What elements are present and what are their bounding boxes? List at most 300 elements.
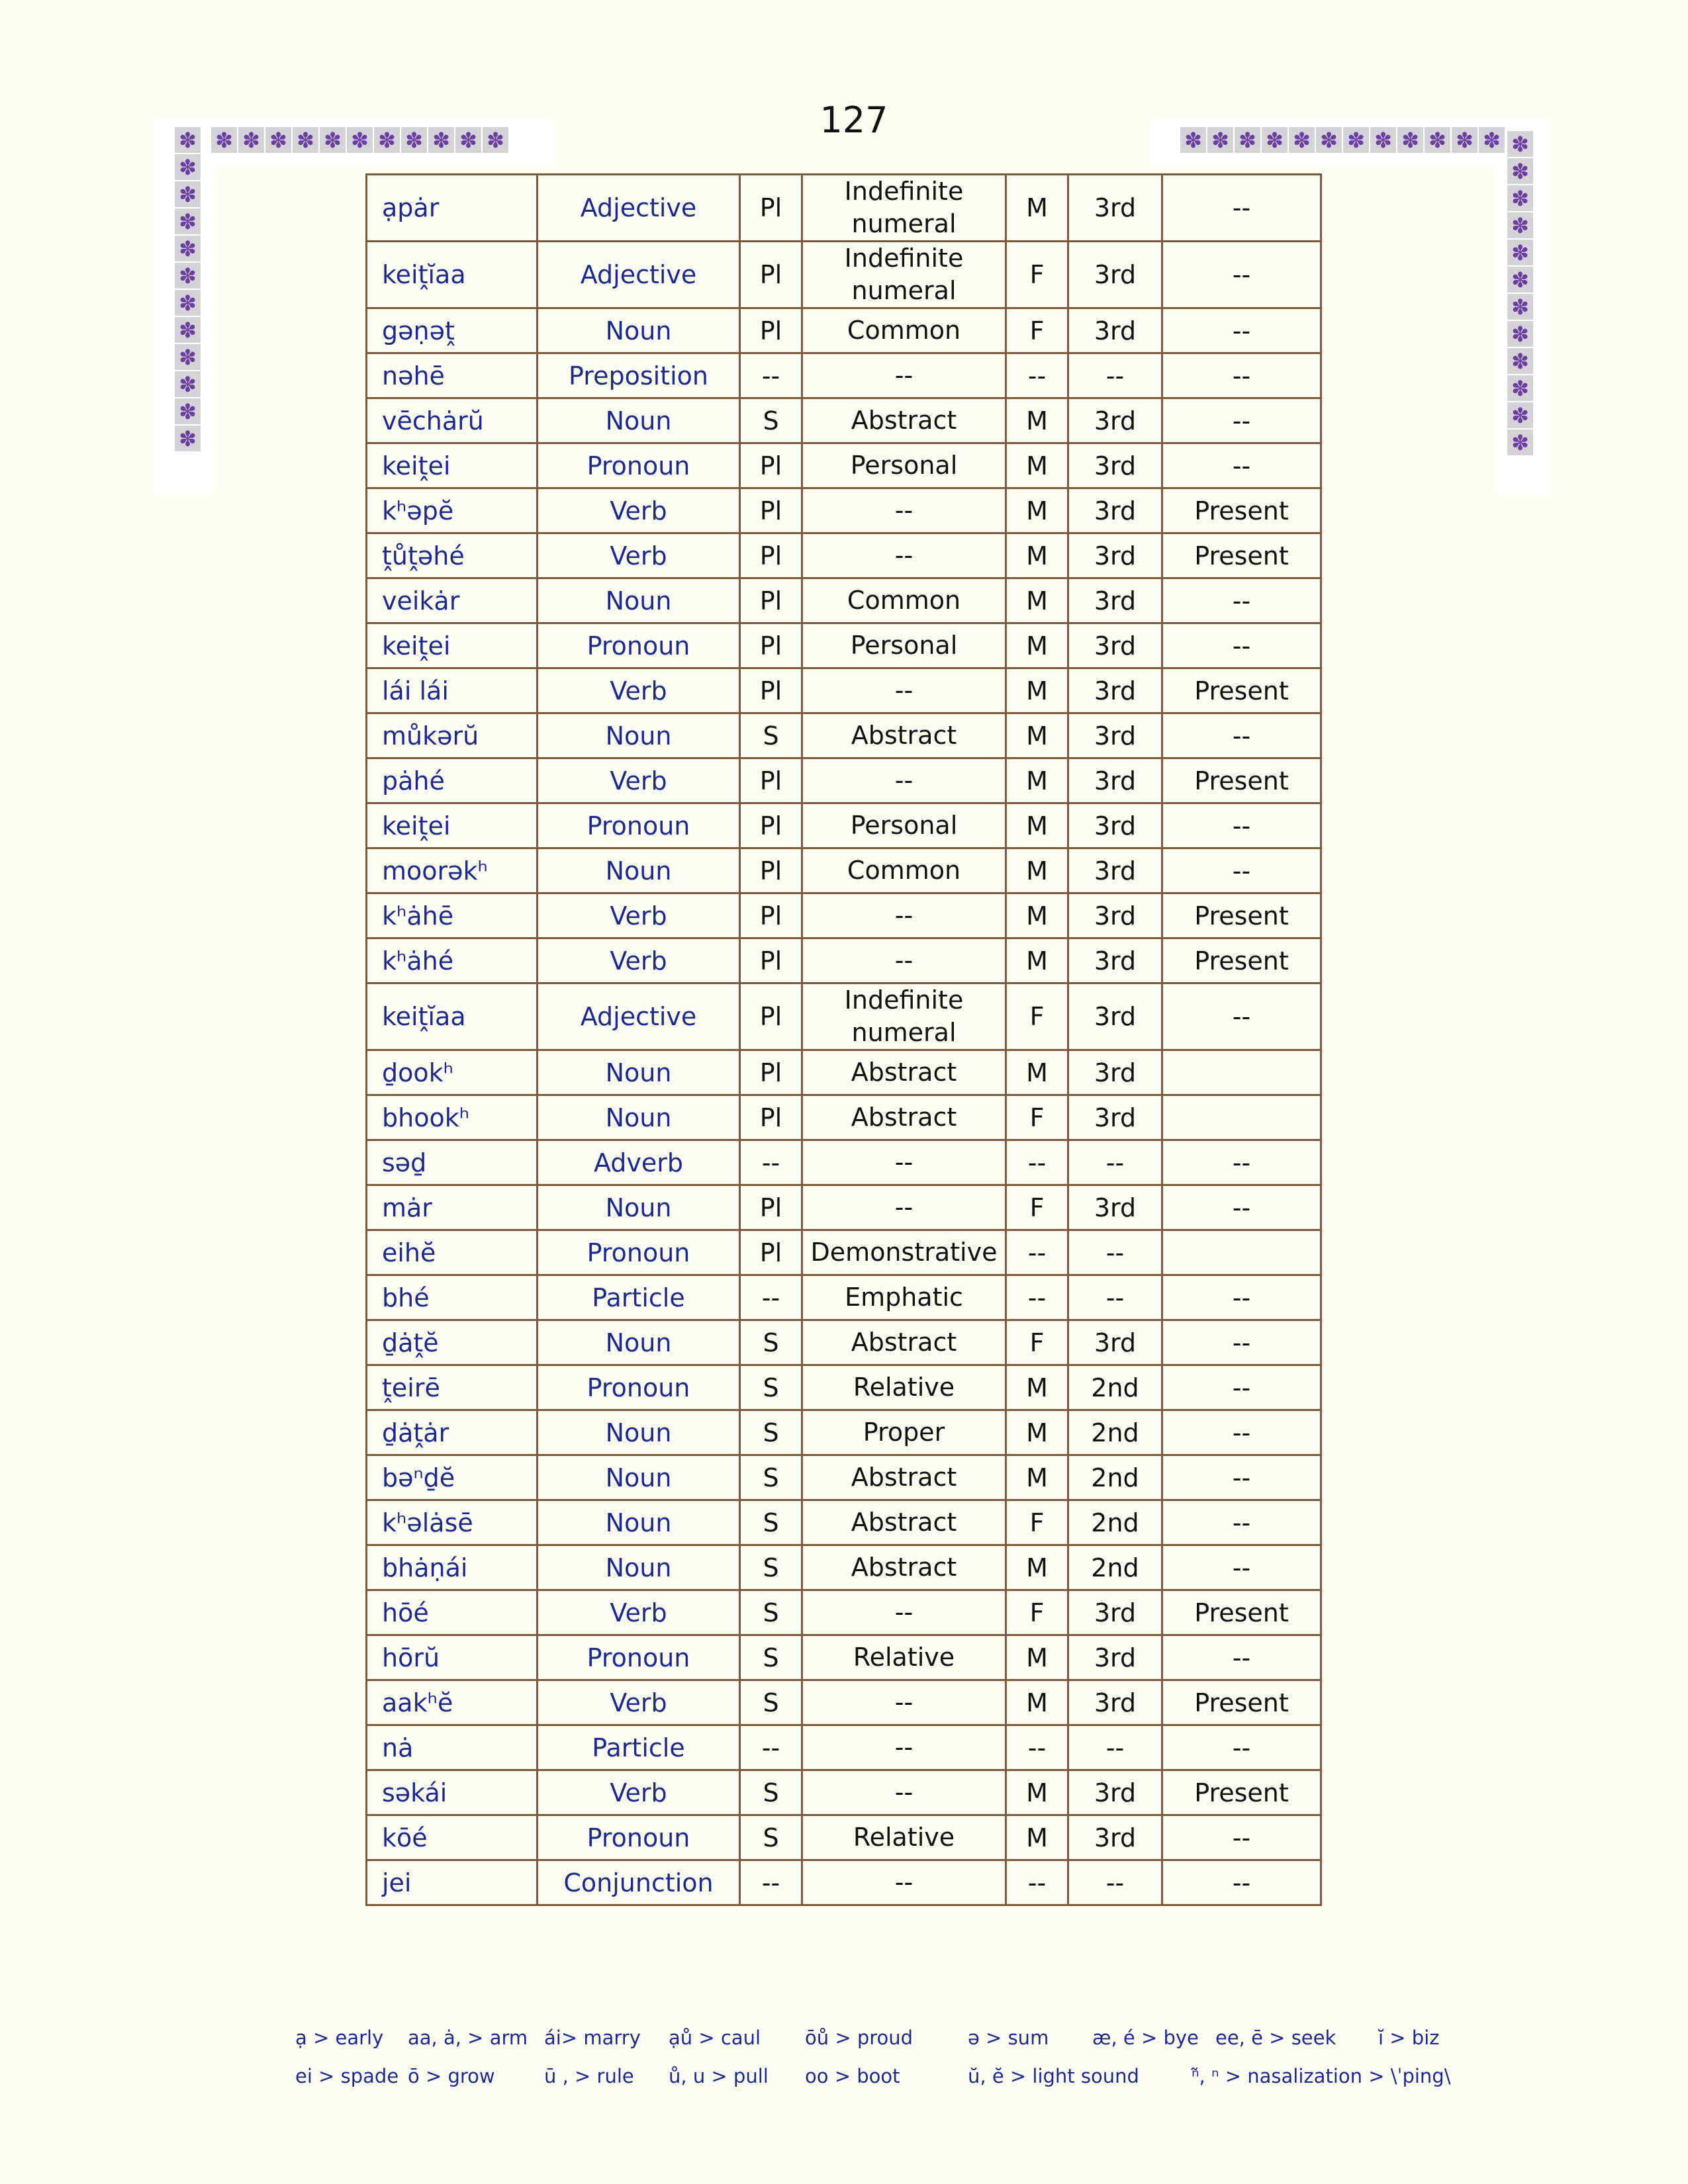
table-row	[367, 533, 1321, 578]
word-cell: aakʰĕ	[367, 1680, 538, 1725]
legend-item: aa, ȧ, > arm	[408, 2026, 528, 2049]
number-cell: S	[740, 1500, 802, 1545]
flower-ornament-icon: ✽	[1235, 127, 1260, 153]
word-cell: hōrŭ	[367, 1635, 538, 1680]
tense-cell: --	[1162, 623, 1321, 668]
table-row	[367, 668, 1321, 713]
person-cell: --	[1068, 1860, 1162, 1905]
gender-cell: --	[1006, 1140, 1068, 1185]
person-cell: 3rd	[1068, 1185, 1162, 1230]
tense-cell: --	[1162, 578, 1321, 623]
person-cell: 3rd	[1068, 398, 1162, 443]
part-of-speech-cell: Noun	[538, 308, 740, 353]
tense-cell: Present	[1162, 893, 1321, 938]
tense-cell: Present	[1162, 668, 1321, 713]
type-cell: --	[802, 1680, 1006, 1725]
person-cell: 3rd	[1068, 938, 1162, 983]
legend-item: ei > spade	[295, 2065, 399, 2087]
number-cell: --	[740, 353, 802, 398]
part-of-speech-cell: Verb	[538, 1680, 740, 1725]
table-row	[367, 1185, 1321, 1230]
number-cell: --	[740, 1725, 802, 1770]
tense-cell: Present	[1162, 758, 1321, 803]
person-cell: --	[1068, 1140, 1162, 1185]
number-cell: Pl	[740, 893, 802, 938]
legend-item: ō > grow	[408, 2065, 495, 2087]
part-of-speech-cell: Noun	[538, 1455, 740, 1500]
gender-cell: M	[1006, 1815, 1068, 1860]
legend-row	[295, 2026, 1447, 2065]
part-of-speech-cell: Pronoun	[538, 1230, 740, 1275]
person-cell: 3rd	[1068, 242, 1162, 308]
gender-cell: M	[1006, 533, 1068, 578]
part-of-speech-cell: Adverb	[538, 1140, 740, 1185]
part-of-speech-cell: Noun	[538, 713, 740, 758]
part-of-speech-cell: Noun	[538, 1545, 740, 1590]
type-cell: Abstract	[802, 1095, 1006, 1140]
tense-cell: Present	[1162, 533, 1321, 578]
table-row	[367, 1590, 1321, 1635]
word-cell: vēchȧrŭ	[367, 398, 538, 443]
flower-ornament-icon: ✽	[265, 127, 291, 153]
table-row	[367, 1545, 1321, 1590]
part-of-speech-cell: Verb	[538, 488, 740, 533]
person-cell: 2nd	[1068, 1500, 1162, 1545]
number-cell: Pl	[740, 1095, 802, 1140]
number-cell: Pl	[740, 758, 802, 803]
part-of-speech-cell: Verb	[538, 1770, 740, 1815]
table-row	[367, 578, 1321, 623]
word-cell: səḏ	[367, 1140, 538, 1185]
table-row	[367, 1230, 1321, 1275]
ornament-border-top-left	[211, 126, 509, 154]
legend-item: ⁿ̃, ⁿ > nasalization > \ˈping\	[1192, 2065, 1451, 2087]
gender-cell: F	[1006, 1590, 1068, 1635]
number-cell: Pl	[740, 175, 802, 242]
person-cell: 3rd	[1068, 803, 1162, 848]
table-row	[367, 1680, 1321, 1725]
word-cell: keiṱei	[367, 623, 538, 668]
table-row	[367, 1410, 1321, 1455]
gender-cell: --	[1006, 1275, 1068, 1320]
type-cell: --	[802, 1860, 1006, 1905]
flower-ornament-icon: ✽	[1289, 127, 1315, 153]
tense-cell: --	[1162, 1140, 1321, 1185]
word-cell: lái lái	[367, 668, 538, 713]
word-cell: ḏookʰ	[367, 1050, 538, 1095]
type-cell: --	[802, 1770, 1006, 1815]
table-row	[367, 758, 1321, 803]
table-row	[367, 242, 1321, 308]
person-cell: 2nd	[1068, 1365, 1162, 1410]
type-cell: --	[802, 353, 1006, 398]
part-of-speech-cell: Verb	[538, 533, 740, 578]
part-of-speech-cell: Verb	[538, 758, 740, 803]
type-cell: --	[802, 758, 1006, 803]
person-cell: 3rd	[1068, 1320, 1162, 1365]
tense-cell: --	[1162, 308, 1321, 353]
part-of-speech-cell: Verb	[538, 668, 740, 713]
tense-cell: Present	[1162, 1590, 1321, 1635]
table-row	[367, 713, 1321, 758]
part-of-speech-cell: Noun	[538, 578, 740, 623]
number-cell: S	[740, 1410, 802, 1455]
grammar-table	[365, 173, 1322, 1906]
word-cell: bəⁿḏĕ	[367, 1455, 538, 1500]
flower-ornament-icon: ✽	[175, 398, 201, 424]
person-cell: --	[1068, 1230, 1162, 1275]
flower-ornament-icon: ✽	[211, 127, 237, 153]
number-cell: S	[740, 1455, 802, 1500]
table-row	[367, 983, 1321, 1050]
gender-cell: M	[1006, 1545, 1068, 1590]
number-cell: Pl	[740, 533, 802, 578]
table-row	[367, 1635, 1321, 1680]
number-cell: Pl	[740, 578, 802, 623]
table-row	[367, 443, 1321, 488]
flower-ornament-icon: ✽	[175, 426, 201, 451]
flower-ornament-icon: ✽	[1370, 127, 1396, 153]
type-cell: Emphatic	[802, 1275, 1006, 1320]
type-cell: Demonstrative	[802, 1230, 1006, 1275]
gender-cell: --	[1006, 1860, 1068, 1905]
gender-cell: F	[1006, 1500, 1068, 1545]
gender-cell: M	[1006, 623, 1068, 668]
number-cell: Pl	[740, 803, 802, 848]
part-of-speech-cell: Noun	[538, 1500, 740, 1545]
flower-ornament-icon: ✽	[347, 127, 373, 153]
flower-ornament-icon: ✽	[1507, 294, 1533, 320]
tense-cell: --	[1162, 1635, 1321, 1680]
flower-ornament-icon: ✽	[175, 371, 201, 397]
flower-ornament-icon: ✽	[1479, 127, 1505, 153]
pronunciation-legend	[295, 2026, 1451, 2103]
person-cell: 3rd	[1068, 1815, 1162, 1860]
word-cell: eihĕ	[367, 1230, 538, 1275]
tense-cell	[1162, 1230, 1321, 1275]
word-cell: gəṇəṱ	[367, 308, 538, 353]
flower-ornament-icon: ✽	[293, 127, 318, 153]
flower-ornament-icon: ✽	[1507, 240, 1533, 265]
table-row	[367, 1095, 1321, 1140]
table-row	[367, 398, 1321, 443]
part-of-speech-cell: Pronoun	[538, 1635, 740, 1680]
tense-cell: --	[1162, 353, 1321, 398]
gender-cell: F	[1006, 983, 1068, 1050]
type-cell: Common	[802, 578, 1006, 623]
gender-cell: F	[1006, 1095, 1068, 1140]
flower-ornament-icon: ✽	[1507, 430, 1533, 455]
gender-cell: M	[1006, 1680, 1068, 1725]
person-cell: --	[1068, 1275, 1162, 1320]
tense-cell: --	[1162, 1320, 1321, 1365]
part-of-speech-cell: Noun	[538, 1410, 740, 1455]
word-cell: kʰȧhē	[367, 893, 538, 938]
tense-cell: Present	[1162, 938, 1321, 983]
person-cell: 3rd	[1068, 443, 1162, 488]
word-cell: kʰəpĕ	[367, 488, 538, 533]
part-of-speech-cell: Verb	[538, 938, 740, 983]
gender-cell: --	[1006, 1230, 1068, 1275]
person-cell: 3rd	[1068, 533, 1162, 578]
flower-ornament-icon: ✽	[1397, 127, 1423, 153]
person-cell: 3rd	[1068, 1635, 1162, 1680]
flower-ornament-icon: ✽	[401, 127, 427, 153]
gender-cell: F	[1006, 1320, 1068, 1365]
table-row	[367, 353, 1321, 398]
person-cell: 3rd	[1068, 983, 1162, 1050]
number-cell: Pl	[740, 242, 802, 308]
person-cell: 3rd	[1068, 175, 1162, 242]
person-cell: 2nd	[1068, 1455, 1162, 1500]
part-of-speech-cell: Pronoun	[538, 1365, 740, 1410]
type-cell: --	[802, 1590, 1006, 1635]
number-cell: Pl	[740, 443, 802, 488]
table-row	[367, 1455, 1321, 1500]
table-row	[367, 848, 1321, 893]
person-cell: 3rd	[1068, 1590, 1162, 1635]
tense-cell: --	[1162, 1455, 1321, 1500]
flower-ornament-icon: ✽	[455, 127, 481, 153]
person-cell: 2nd	[1068, 1410, 1162, 1455]
number-cell: Pl	[740, 1050, 802, 1095]
type-cell: Relative	[802, 1365, 1006, 1410]
flower-ornament-icon: ✽	[1507, 267, 1533, 293]
legend-item: oo > boot	[805, 2065, 900, 2087]
tense-cell: --	[1162, 175, 1321, 242]
word-cell: bhé	[367, 1275, 538, 1320]
legend-item: ů, u > pull	[669, 2065, 769, 2087]
flower-ornament-icon: ✽	[175, 154, 201, 180]
tense-cell: --	[1162, 848, 1321, 893]
word-cell: veikȧr	[367, 578, 538, 623]
table-row	[367, 1770, 1321, 1815]
part-of-speech-cell: Adjective	[538, 983, 740, 1050]
flower-ornament-icon: ✽	[175, 317, 201, 343]
flower-ornament-icon: ✽	[1507, 375, 1533, 401]
tense-cell: --	[1162, 1815, 1321, 1860]
type-cell: Personal	[802, 443, 1006, 488]
part-of-speech-cell: Noun	[538, 1050, 740, 1095]
tense-cell: --	[1162, 1860, 1321, 1905]
number-cell: --	[740, 1860, 802, 1905]
gender-cell: M	[1006, 1410, 1068, 1455]
tense-cell: --	[1162, 1725, 1321, 1770]
tense-cell: --	[1162, 1365, 1321, 1410]
word-cell: keiṱĭaa	[367, 242, 538, 308]
gender-cell: M	[1006, 1635, 1068, 1680]
number-cell: Pl	[740, 488, 802, 533]
gender-cell: M	[1006, 398, 1068, 443]
flower-ornament-icon: ✽	[1425, 127, 1450, 153]
number-cell: --	[740, 1275, 802, 1320]
table-row	[367, 803, 1321, 848]
type-cell: --	[802, 1725, 1006, 1770]
gender-cell: M	[1006, 1050, 1068, 1095]
number-cell: --	[740, 1140, 802, 1185]
page-number: 127	[820, 99, 888, 141]
type-cell: Relative	[802, 1815, 1006, 1860]
type-cell: Personal	[802, 803, 1006, 848]
number-cell: Pl	[740, 1185, 802, 1230]
part-of-speech-cell: Noun	[538, 398, 740, 443]
flower-ornament-icon: ✽	[1452, 127, 1477, 153]
word-cell: bhookʰ	[367, 1095, 538, 1140]
type-cell: --	[802, 893, 1006, 938]
word-cell: kʰəlȧsē	[367, 1500, 538, 1545]
type-cell: Abstract	[802, 1320, 1006, 1365]
number-cell: S	[740, 713, 802, 758]
gender-cell: F	[1006, 308, 1068, 353]
tense-cell: --	[1162, 242, 1321, 308]
legend-item: ạů > caul	[669, 2026, 761, 2049]
type-cell: --	[802, 668, 1006, 713]
flower-ornament-icon: ✽	[1262, 127, 1288, 153]
flower-ornament-icon: ✽	[175, 236, 201, 261]
number-cell: S	[740, 1545, 802, 1590]
flower-ornament-icon: ✽	[1316, 127, 1342, 153]
table-row	[367, 1815, 1321, 1860]
word-cell: moorəkʰ	[367, 848, 538, 893]
part-of-speech-cell: Adjective	[538, 175, 740, 242]
flower-ornament-icon: ✽	[483, 127, 508, 153]
tense-cell: --	[1162, 1500, 1321, 1545]
flower-ornament-icon: ✽	[1507, 158, 1533, 184]
type-cell: Proper	[802, 1410, 1006, 1455]
part-of-speech-cell: Particle	[538, 1275, 740, 1320]
flower-ornament-icon: ✽	[374, 127, 400, 153]
number-cell: S	[740, 1320, 802, 1365]
word-cell: mȧr	[367, 1185, 538, 1230]
gender-cell: --	[1006, 1725, 1068, 1770]
tense-cell: --	[1162, 983, 1321, 1050]
flower-ornament-icon: ✽	[1180, 127, 1206, 153]
table-row	[367, 1500, 1321, 1545]
flower-ornament-icon: ✽	[1507, 321, 1533, 347]
tense-cell: --	[1162, 443, 1321, 488]
legend-item: ái> marry	[544, 2026, 641, 2049]
type-cell: Abstract	[802, 1455, 1006, 1500]
flower-ornament-icon: ✽	[1507, 402, 1533, 428]
type-cell: --	[802, 488, 1006, 533]
flower-ornament-icon: ✽	[1507, 131, 1533, 157]
table-row	[367, 1365, 1321, 1410]
part-of-speech-cell: Verb	[538, 1590, 740, 1635]
word-cell: ạpȧr	[367, 175, 538, 242]
table-row	[367, 1860, 1321, 1905]
number-cell: Pl	[740, 1230, 802, 1275]
part-of-speech-cell: Noun	[538, 1095, 740, 1140]
table-row	[367, 938, 1321, 983]
ornament-border-top-right	[1180, 126, 1505, 154]
part-of-speech-cell: Pronoun	[538, 1815, 740, 1860]
word-cell: keiṱei	[367, 803, 538, 848]
word-cell: keiṱĭaa	[367, 983, 538, 1050]
part-of-speech-cell: Verb	[538, 893, 740, 938]
legend-item: ōů > proud	[805, 2026, 914, 2049]
type-cell: Abstract	[802, 1050, 1006, 1095]
person-cell: 3rd	[1068, 848, 1162, 893]
number-cell: S	[740, 1590, 802, 1635]
gender-cell: M	[1006, 758, 1068, 803]
person-cell: 3rd	[1068, 488, 1162, 533]
flower-ornament-icon: ✽	[320, 127, 346, 153]
person-cell: 3rd	[1068, 623, 1162, 668]
number-cell: S	[740, 1635, 802, 1680]
gender-cell: M	[1006, 713, 1068, 758]
flower-ornament-icon: ✽	[1343, 127, 1369, 153]
flower-ornament-icon: ✽	[175, 127, 201, 153]
gender-cell: F	[1006, 1185, 1068, 1230]
legend-item: ĭ > biz	[1378, 2026, 1440, 2049]
person-cell: 3rd	[1068, 1680, 1162, 1725]
flower-ornament-icon: ✽	[238, 127, 264, 153]
table-row	[367, 1140, 1321, 1185]
gender-cell: M	[1006, 938, 1068, 983]
legend-item: ə > sum	[968, 2026, 1049, 2049]
person-cell: 3rd	[1068, 713, 1162, 758]
part-of-speech-cell: Pronoun	[538, 443, 740, 488]
word-cell: pȧhé	[367, 758, 538, 803]
part-of-speech-cell: Pronoun	[538, 623, 740, 668]
person-cell: 3rd	[1068, 668, 1162, 713]
flower-ornament-icon: ✽	[1507, 212, 1533, 238]
number-cell: S	[740, 398, 802, 443]
number-cell: S	[740, 1365, 802, 1410]
part-of-speech-cell: Particle	[538, 1725, 740, 1770]
ornament-border-right	[1507, 130, 1534, 456]
type-cell: --	[802, 938, 1006, 983]
number-cell: Pl	[740, 938, 802, 983]
word-cell: səkái	[367, 1770, 538, 1815]
number-cell: Pl	[740, 308, 802, 353]
part-of-speech-cell: Noun	[538, 848, 740, 893]
person-cell: 2nd	[1068, 1545, 1162, 1590]
word-cell: kōé	[367, 1815, 538, 1860]
flower-ornament-icon: ✽	[428, 127, 454, 153]
tense-cell: --	[1162, 1275, 1321, 1320]
ornament-border-left	[174, 126, 201, 452]
legend-item: ee, ē > seek	[1215, 2026, 1336, 2049]
person-cell: 3rd	[1068, 1770, 1162, 1815]
part-of-speech-cell: Adjective	[538, 242, 740, 308]
part-of-speech-cell: Preposition	[538, 353, 740, 398]
type-cell: --	[802, 533, 1006, 578]
type-cell: Abstract	[802, 398, 1006, 443]
part-of-speech-cell: Noun	[538, 1185, 740, 1230]
type-cell: Abstract	[802, 713, 1006, 758]
table-row	[367, 1275, 1321, 1320]
type-cell: Indefinite numeral	[802, 983, 1006, 1050]
tense-cell: --	[1162, 803, 1321, 848]
gender-cell: M	[1006, 803, 1068, 848]
number-cell: S	[740, 1770, 802, 1815]
gender-cell: M	[1006, 443, 1068, 488]
type-cell: --	[802, 1185, 1006, 1230]
legend-item: ạ > early	[295, 2026, 384, 2049]
word-cell: hōé	[367, 1590, 538, 1635]
person-cell: 3rd	[1068, 308, 1162, 353]
word-cell: kʰȧhé	[367, 938, 538, 983]
gender-cell: M	[1006, 488, 1068, 533]
table-row	[367, 1320, 1321, 1365]
flower-ornament-icon: ✽	[175, 181, 201, 207]
number-cell: Pl	[740, 983, 802, 1050]
flower-ornament-icon: ✽	[1507, 348, 1533, 374]
table-row	[367, 175, 1321, 242]
table-row	[367, 1725, 1321, 1770]
table-row	[367, 1050, 1321, 1095]
